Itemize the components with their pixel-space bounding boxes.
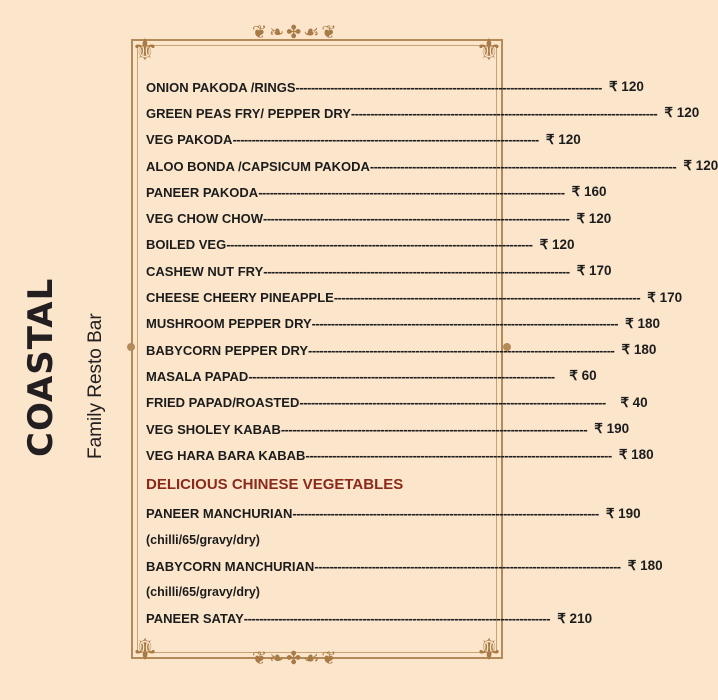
item-name: VEG CHOW CHOW [146,211,263,227]
item-name: VEG PAKODA [146,132,233,148]
menu-item-row [146,284,683,310]
item-note: (chilli/65/gravy/dry) [146,532,260,547]
item-name: FRIED PAPAD/ROASTED [146,395,300,411]
menu-item-row [146,337,657,363]
menu-item-row [146,500,641,526]
item-price: ₹ 60 [569,368,597,384]
item-price: ₹ 160 [571,184,607,200]
menu-item-row [146,416,630,442]
menu-list [146,74,718,632]
item-price: ₹ 120 [539,236,575,252]
item-name: VEG HARA BARA KABAB [146,447,306,463]
item-price: ₹ 120 [576,210,612,226]
menu-item-row [146,606,593,632]
dotted-leader: -------------------------------------------------------------------------------- [308,342,615,358]
fleur-de-lis-icon: ⚜ [131,33,159,68]
brand-logo [20,250,130,460]
scroll-ornament-icon: ❦❧✤☙❦ [252,648,339,669]
dotted-leader: -------------------------------------------------------------------------------- [243,611,551,627]
item-price: ₹ 120 [664,105,700,121]
menu-item-row [146,258,612,284]
item-name: PANEER MANCHURIAN [146,506,293,522]
dotted-leader: -------------------------------------------------------------------------------- [314,558,621,574]
item-name: PANEER PAKODA [146,184,259,200]
item-price: ₹ 180 [625,315,660,331]
item-name: MASALA PAPAD [146,368,249,384]
item-name: ONION PAKODA /RINGS [146,79,296,95]
dotted-leader: -------------------------------------------------------------------------------- [292,506,599,522]
dotted-leader: -------------------------------------------------------------------------------- [369,158,677,174]
menu-item-row [146,390,648,416]
item-name: VEG SHOLEY KABAB [146,421,281,437]
dotted-leader: -------------------------------------------------------------------------------- [311,316,618,332]
dotted-leader: -------------------------------------------------------------------------------- [280,421,588,437]
dotted-leader: -------------------------------------------------------------------------------- [232,132,539,148]
dotted-leader: -------------------------------------------------------------------------------- [305,447,612,463]
item-price: ₹ 120 [683,158,718,174]
item-name: BOILED VEG [146,237,227,253]
menu-item-row [146,363,597,389]
item-price: ₹ 180 [621,342,657,358]
item-name: BABYCORN MANCHURIAN [146,558,315,574]
menu-item-row [146,127,581,153]
dotted-leader: -------------------------------------------------------------------------------- [258,184,565,200]
dotted-leader: -------------------------------------------------------------------------------- [263,211,570,227]
scroll-ornament-icon: ❦❧✤☙❦ [252,22,339,43]
menu-item-row [146,442,654,468]
item-price: ₹ 180 [627,558,663,574]
starter-items [146,74,718,468]
item-price: ₹ 190 [605,505,641,521]
menu-item-row [146,232,575,258]
item-price: ₹ 170 [576,263,612,279]
item-note: (chilli/65/gravy/dry) [146,585,260,600]
item-price: ₹ 120 [545,131,581,147]
menu-item-row [146,205,612,231]
item-price: ₹ 180 [618,447,654,463]
item-name: GREEN PEAS FRY/ PEPPER DRY [146,105,351,121]
menu-item-row [146,100,700,126]
section-title: DELICIOUS CHINESE VEGETABLES [146,476,404,494]
menu-item-row [146,153,718,179]
fleur-de-lis-icon: ⚜ [475,33,503,68]
dotted-leader: -------------------------------------------------------------------------------- [350,105,658,121]
item-name: ALOO BONDA /CAPSICUM PAKODA [146,158,370,174]
item-price: ₹ 210 [557,610,593,626]
item-price: ₹ 190 [594,421,630,436]
item-price: ₹ 170 [647,289,683,305]
fleur-de-lis-icon: ⚜ [475,630,503,665]
brand-name: COASTAL [21,277,61,457]
item-name: BABYCORN PEPPER DRY [146,342,309,358]
dotted-leader: -------------------------------------------------------------------------------- [299,395,606,411]
fleur-de-lis-icon: ⚜ [131,630,159,665]
menu-item-row [146,179,607,205]
menu-item-row [146,74,644,100]
dotted-leader: -------------------------------------------------------------------------------- [248,368,555,384]
item-name: MUSHROOM PEPPER DRY [146,316,312,332]
dotted-leader: -------------------------------------------------------------------------------- [263,263,570,279]
brand-tagline: Family Resto Bar [85,313,106,459]
chinese-items [146,500,663,631]
item-price: ₹ 120 [608,79,644,95]
dotted-leader: -------------------------------------------------------------------------------- [333,290,641,306]
menu-item-row [146,311,660,337]
dotted-leader: -------------------------------------------------------------------------------- [295,79,602,95]
menu-item-row [146,553,663,579]
item-price: ₹ 40 [620,394,648,410]
dotted-leader: -------------------------------------------------------------------------------- [226,237,533,253]
item-name: CHEESE CHEERY PINEAPPLE [146,290,334,306]
item-name: PANEER SATAY [146,611,244,627]
item-name: CASHEW NUT FRY [146,263,264,279]
